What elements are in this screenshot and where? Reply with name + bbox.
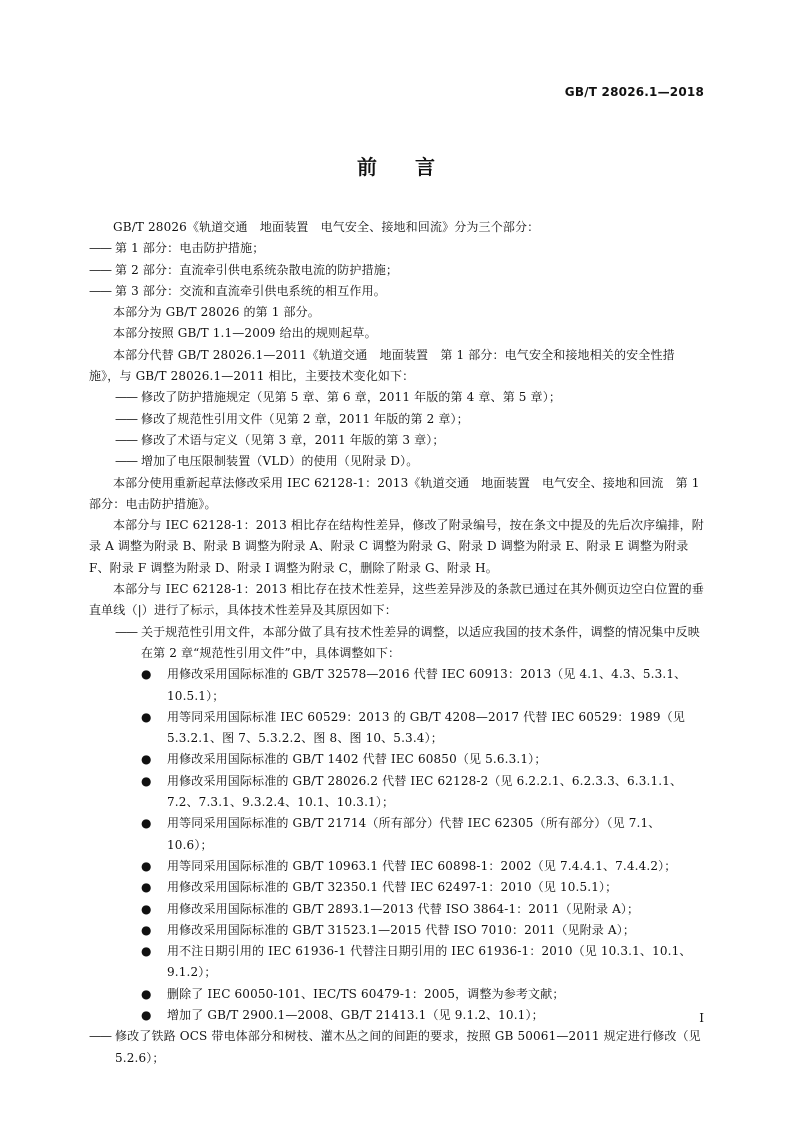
paragraph-part-number: 本部分为 GB/T 28026 的第 1 部分。 (113, 305, 320, 320)
paragraph-technical-differences: 本部分与 IEC 62128-1：2013 相比存在技术性差异，这些差异涉及的条款已通过在其外侧页边空白位置的垂直单线（|）进行了标示，具体技术性差异及其原因如下： (89, 582, 704, 618)
bullet-icon: ● (141, 858, 152, 873)
paragraph-adoption: 本部分使用重新起草法修改采用 IEC 62128-1：2013《轨道交通 地面装置 电气安全、接地和回流 第 1 部分：电击防护措施》。 (89, 475, 700, 511)
dash-item: —— 增加了电压限制装置（VLD）的使用（见附录 D）。 (115, 454, 419, 469)
bullet-icon: ● (141, 922, 152, 937)
dash-item: —— 修改了术语与定义（见第 3 章，2011 年版的第 3 章）； (115, 432, 445, 447)
paragraph-structural-differences: 本部分与 IEC 62128-1：2013 相比存在结构性差异，修改了附录编号，按在条文中提及的先后次序编排，附录 A 调整为附录 B、附录 B 调整为附录 A、附录 C 调整为附录 G、附录 D 调整为附录 E、附录 E 调整为附录 F、附录 F 调整为附录 D、附录 I 调整为附录 C，删除了附录 G、附录 H。 (89, 518, 704, 575)
bullet-icon: ● (141, 944, 152, 959)
dash-item: —— 关于规范性引用文件，本部分做了具有技术性差异的调整，以适应我国的技术条件，调整的情况集中反映在第 2 章“规范性引用文件”中，具体调整如下： (115, 624, 700, 660)
bullet-icon: ● (141, 880, 152, 895)
dash-item: —— 修改了防护措施规定（见第 5 章、第 6 章，2011 年版的第 4 章、第 5 章）； (115, 390, 562, 405)
page-number: I (699, 1011, 704, 1025)
page-title (0, 151, 794, 180)
paragraph-replaces: 本部分代替 GB/T 28026.1—2011《轨道交通 地面装置 第 1 部分：电气安全和接地相关的安全性措施》，与 GB/T 28026.1—2011 相比，主要技术变化如下： (89, 347, 675, 384)
bullet-icon: ● (141, 773, 152, 788)
list-item: ● 增加了 GB/T 2900.1—2008、GB/T 21413.1（见 9.1.2、10.1）； (141, 1005, 705, 1026)
list-item: ● 用等同采用国际标准的 GB/T 10963.1 代替 IEC 60898-1：2002（见 7.4.4.1、7.4.4.2）； (141, 856, 705, 877)
dash-item: —— 修改了铁路 OCS 带电体部分和树枝、灌木丛之间的间距的要求，按照 GB 50061—2011 规定进行修改（见 5.2.6）； (89, 1029, 701, 1065)
dash-item: —— 第 1 部分：电击防护措施； (89, 241, 265, 256)
list-item: ● 用修改采用国际标准的 GB/T 31523.1—2015 代替 ISO 7010：2011（见附录 A）； (141, 920, 705, 941)
list-item: ● 用修改采用国际标准的 GB/T 32578—2016 代替 IEC 60913：2013（见 4.1、4.3、5.3.1、10.5.1）； (141, 664, 705, 707)
dash-item: —— 修改了规范性引用文件（见第 2 章，2011 年版的第 2 章）； (115, 411, 469, 426)
list-item: ● 用等同采用国际标准 IEC 60529：2013 的 GB/T 4208—2017 代替 IEC 60529：1989（见 5.3.2.1、图 7、5.3.2.2、图 8、图 10、5.3.4）； (141, 707, 705, 750)
paragraph-parts-intro: GB/T 28026《轨道交通 地面装置 电气安全、接地和回流》分为三个部分： (113, 220, 540, 234)
bullet-icon: ● (141, 667, 152, 682)
list-item: ● 用修改采用国际标准的 GB/T 32350.1 代替 IEC 62497-1：2010（见 10.5.1）； (141, 877, 705, 898)
list-item: ● 用不注日期引用的 IEC 61936-1 代替注日期引用的 IEC 61936-1：2010（见 10.3.1、10.1、9.1.2）； (141, 941, 705, 984)
list-item: ● 用等同采用国际标准的 GB/T 21714（所有部分）代替 IEC 62305（所有部分）（见 7.1、10.6）； (141, 813, 705, 856)
bullet-icon: ● (141, 709, 152, 724)
list-item: ● 用修改采用国际标准的 GB/T 28026.2 代替 IEC 62128-2（见 6.2.2.1、6.2.3.3、6.3.1.1、7.2、7.3.1、9.3.2.4、10.1、10.3.1）； (141, 771, 705, 814)
bullet-icon: ● (141, 901, 152, 916)
dash-item: —— 第 2 部分：直流牵引供电系统杂散电流的防护措施； (89, 262, 399, 277)
list-item: ● 用修改采用国际标准的 GB/T 2893.1—2013 代替 ISO 3864-1：2011（见附录 A）； (141, 899, 705, 920)
list-item: ● 用修改采用国际标准的 GB/T 1402 代替 IEC 60850（见 5.6.3.1）； (141, 749, 705, 770)
bullet-icon: ● (141, 816, 152, 831)
bullet-icon: ● (141, 1007, 152, 1022)
bullet-list (89, 664, 705, 1026)
foreword-body (89, 217, 705, 1069)
title-char-1: 前 (357, 155, 379, 179)
title-char-2: 言 (415, 155, 437, 179)
bullet-icon: ● (141, 752, 152, 767)
standard-code: GB/T 28026.1—2018 (564, 85, 704, 99)
paragraph-drafting-rules: 本部分按照 GB/T 1.1—2009 给出的规则起草。 (113, 326, 377, 341)
bullet-icon: ● (141, 986, 152, 1001)
list-item: ● 删除了 IEC 60050-101、IEC/TS 60479-1：2005，调整为参考文献； (141, 984, 705, 1005)
dash-item: —— 第 3 部分：交流和直流牵引供电系统的相互作用。 (89, 283, 386, 298)
